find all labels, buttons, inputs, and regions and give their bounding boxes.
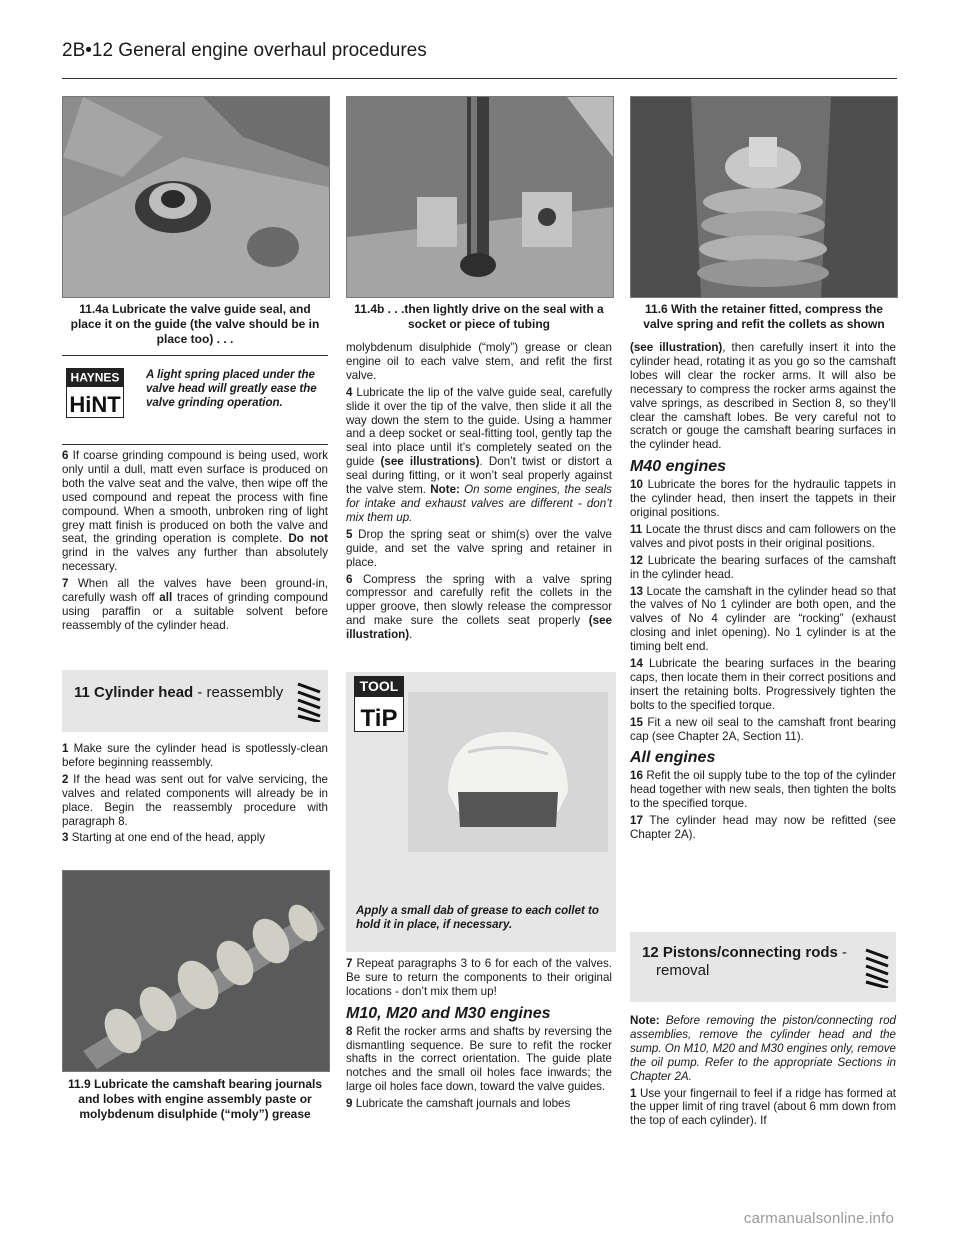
paragraph-11: 11 Locate the thrust discs and cam followers on the valves and pivot posts in their original positions. <box>630 522 896 550</box>
caption-11-4a: 11.4a Lubricate the valve guide seal, and place it on the guide (the valve should be in place too) . . . <box>70 302 320 346</box>
paragraph-1: 1 Make sure the cylinder head is spotlessly-clean before beginning reassembly. <box>62 742 328 769</box>
paragraph-8: 8 Refit the rocker arms and shafts by reversing the dismantling sequence. Be sure to refit the rocker shafts in the correct orientation. The guide plate notches and the small oil holes face inwards; the large oil holes face down, toward the valve guides. <box>346 1024 612 1094</box>
column-2-lower <box>346 957 612 1114</box>
paragraph-4: 4 Lubricate the lip of the valve guide seal, carefully slide it over the tip of the valve, then slide it all the way down the stem to the guide. Using a hammer and a deep socket or seal-fitting tool, gently tap the seal into place until it’s completely seated on the guide (see illustrations). Don’t twist or distort a seal during fitting, or it won’t seal properly against the valve stem. Note: On some engines, the seals for intake and exhaust valves are different - don’t mix them up. <box>346 385 612 524</box>
paragraph-5: 5 Drop the spring seat or shim(s) over the valve guide, and set the valve spring and retainer in place. <box>346 527 612 569</box>
haynes-hint-box <box>62 355 328 445</box>
paragraph-9: 9 Lubricate the camshaft journals and lobes <box>346 1097 571 1111</box>
paragraph-16: 16 Refit the oil supply tube to the top of the cylinder head together with new seals, then tighten the bolts to the specified torque. <box>630 769 896 811</box>
paragraph-15: 15 Fit a new oil seal to the camshaft front bearing cap (see Chapter 2A, Section 11). <box>630 715 896 743</box>
photo-11-4a <box>62 96 330 298</box>
column-1-upper <box>62 449 328 636</box>
paragraph-1b: 1 Use your fingernail to feel if a ridge has formed at the upper limit of ring travel (about 6 mm down from the top of each cylinder). If <box>630 1086 896 1128</box>
paragraph-9-continued: (see illustration), then carefully insert it into the cylinder head, rotating it as you go so the camshaft lobes will clear the rocker arms. It will also be necessary to compress the rocker arms against the valve springs, as described in Section 8, so they’ll clear the camshaft lobes. Be very careful not to scratch or gouge the camshaft bearing surfaces in the cylinder head. <box>630 341 896 452</box>
seal-drive-photo <box>347 97 613 297</box>
paragraph-17: 17 The cylinder head may now be refitted (see Chapter 2A). <box>630 814 896 841</box>
watermark: carmanualsonline.info <box>743 1210 894 1227</box>
paragraph-14: 14 Lubricate the bearing surfaces in the bearing caps, then locate them in their correct positions and insert the retaining bolts. Progressively tighten the bolts to the specified torque. <box>630 657 896 712</box>
photo-11-4b <box>346 96 614 298</box>
hint-text: A light spring placed under the valve head will greatly ease the valve grinding operation. <box>146 369 317 409</box>
paragraph-10: 10 Lubricate the bores for the hydraulic tappets in the cylinder head, then insert the tappets in their original positions. <box>630 478 896 519</box>
paragraph-13: 13 Locate the camshaft in the cylinder head so that the valves of No 1 cylinder are both open, and the valves of No 4 cylinder are “rocking” (exhaust closing and inlet opening). No 1 cylinder is at the timing belt end. <box>630 584 896 654</box>
haynes-hint-logo <box>66 368 124 418</box>
header-rule <box>62 78 897 79</box>
column-1-lower <box>62 742 328 848</box>
subheading-all-engines: All engines <box>630 749 716 767</box>
column-3-upper <box>630 341 896 845</box>
tool-logo-top: TOOL <box>359 678 399 694</box>
hint-logo-top: HAYNES <box>70 370 120 385</box>
paragraph-7b: 7 Repeat paragraphs 3 to 6 for each of the valves. Be sure to return the components to their original locations - don’t mix them up! <box>346 957 612 998</box>
paragraph-2: 2 If the head was sent out for valve servicing, the valves and related components will already be in place. Begin the reassembly procedure with paragraph 8. <box>62 772 328 828</box>
column-2-upper <box>346 341 612 645</box>
paragraph-7: 7 When all the valves have been ground-in, carefully wash off all traces of grinding compound using paraffin or a suitable solvent before reassembly of the cylinder head. <box>62 577 328 632</box>
tool-tip-text: Apply a small dab of grease to each collet to hold it in place, if necessary. <box>356 905 599 931</box>
subheading-m10-m20-m30: M10, M20 and M30 engines <box>346 1004 551 1022</box>
page-header: 2B•12 General engine overhaul procedures <box>62 40 427 61</box>
caption-11-4b: 11.4b . . .then lightly drive on the seal with a socket or piece of tubing <box>354 302 604 331</box>
paragraph-3-continued: molybdenum disulphide (“moly”) grease or clean engine oil to each valve stem, and refit the first valve. <box>346 341 612 382</box>
note-pistons: Note: Before removing the piston/connecting rod assemblies, remove the cylinder head and the sump. On M10, M20 and M30 engines only, remove the oil pump. Refer to the appropriate Sections in Chapter 2A. <box>630 1014 896 1083</box>
paragraph-6: 6 If coarse grinding compound is being used, work only until a dull, matt even surface is produced on both the valve seat and the valve, then wipe off the used compound and repeat the process with fine compound. When a smooth, unbroken ring of light grey matt finish is produced on both the valve and seat, the grinding operation is complete. Do not grind in the valves any further than absolutely necessary. <box>62 449 328 574</box>
caption-11-9: 11.9 Lubricate the camshaft bearing journals and lobes with engine assembly paste or molybdenum disulphide (“moly”) grease <box>67 1077 323 1121</box>
difficulty-wrench-icon <box>864 944 890 988</box>
paragraph-6b: 6 Compress the spring with a valve spring compressor and carefully refit the collets in the upper groove, then slowly release the compressor and make sure the collets seat properly (see illustration). <box>346 572 612 642</box>
subheading-m40: M40 engines <box>630 458 727 476</box>
difficulty-wrench-icon <box>296 678 322 722</box>
grease-collet-photo <box>408 692 608 852</box>
valve-spring-photo <box>631 97 897 297</box>
photo-11-6 <box>630 96 898 298</box>
hint-logo-bottom: HiNT <box>69 392 121 417</box>
camshaft-photo <box>63 871 329 1071</box>
paragraph-3: 3 Starting at one end of the head, apply <box>62 831 266 845</box>
grease-collet-image <box>408 692 608 852</box>
tool-tip-logo <box>354 676 404 732</box>
paragraph-12: 12 Lubricate the bearing surfaces of the camshaft in the cylinder head. <box>630 553 896 581</box>
column-3-lower <box>630 1014 896 1131</box>
photo-11-9 <box>62 870 330 1072</box>
valve-seal-photo <box>63 97 329 297</box>
tool-tip-box <box>346 672 616 952</box>
tool-logo-bottom: TiP <box>360 705 398 732</box>
section-11-heading: 11 Cylinder head - reassembly <box>62 670 328 732</box>
caption-11-6: 11.6 With the retainer fitted, compress the valve spring and refit the collets as shown <box>643 302 885 331</box>
section-12-heading: 12 Pistons/connecting rods - removal <box>630 932 896 1002</box>
